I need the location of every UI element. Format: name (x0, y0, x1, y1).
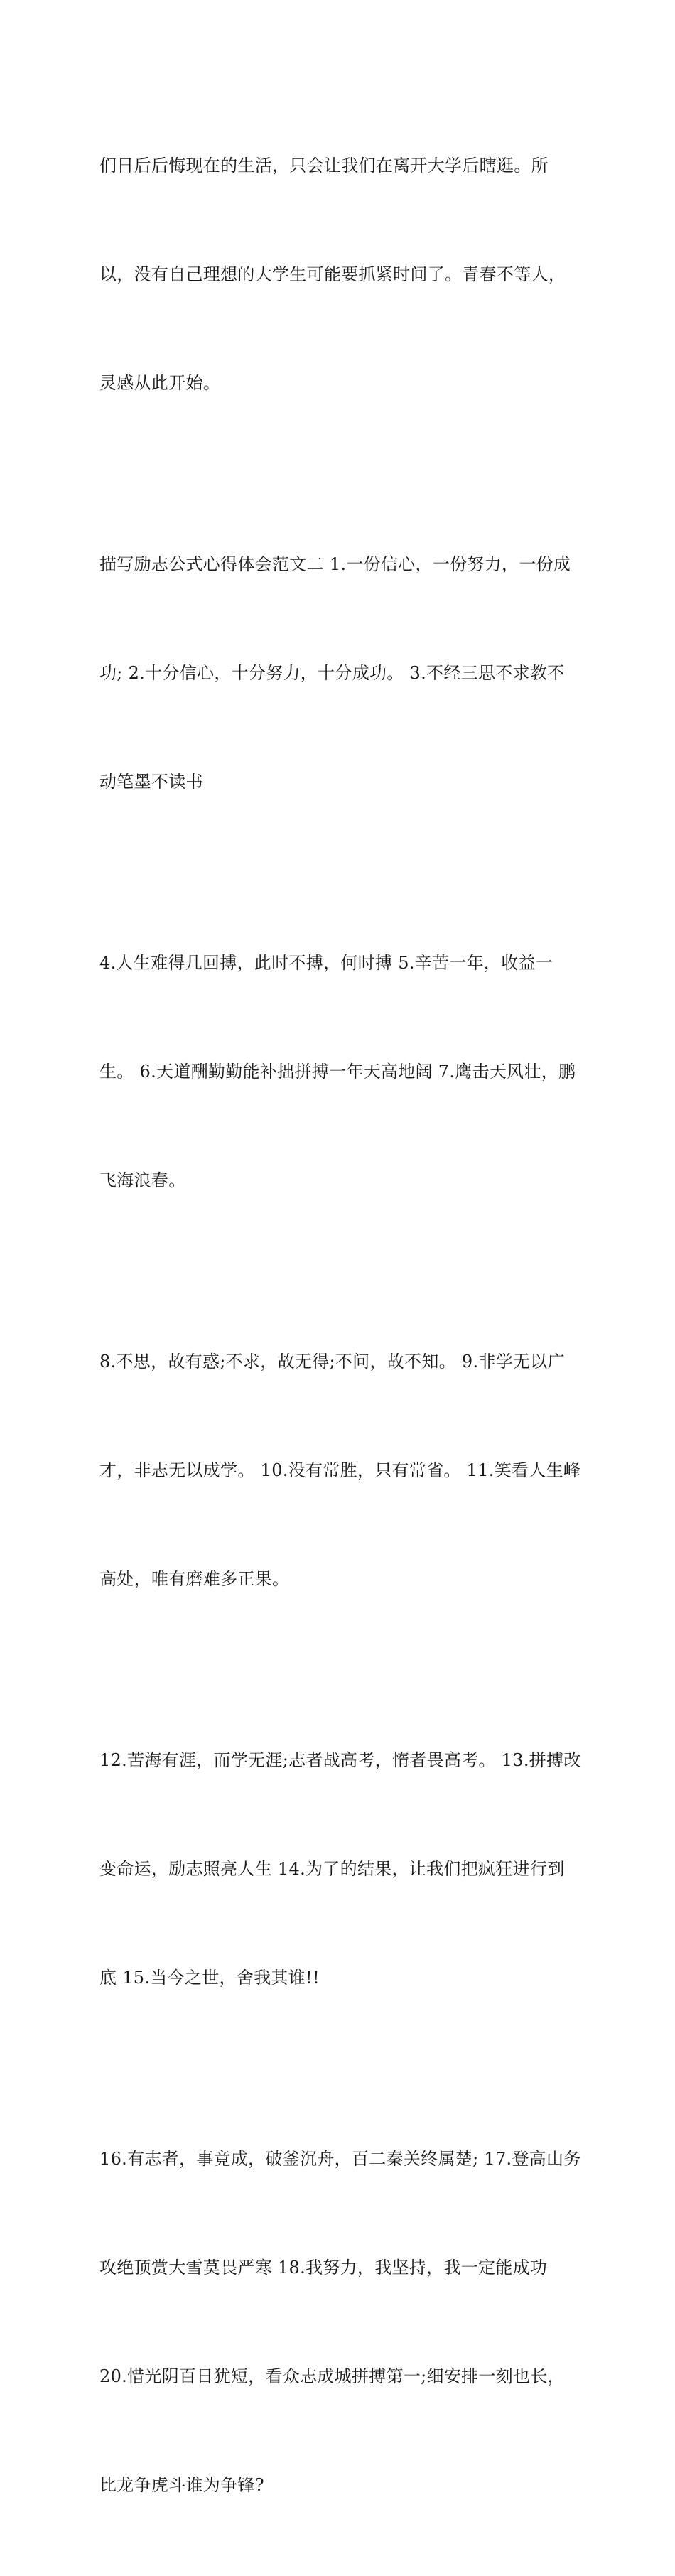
text-line: 灵感从此开始。 (99, 373, 221, 393)
text-line: 描写励志公式心得体会范文二 1.一份信心，一份努力，一份成 (99, 554, 571, 574)
text-line: 飞海浪春。 (99, 1170, 186, 1190)
paragraph-1 (99, 75, 583, 474)
text-line: 动笔墨不读书 (99, 772, 203, 792)
text-line: 20.惜光阴百日犹短，看众志成城拼搏第一;细安排一刻也长， (99, 2366, 565, 2386)
text-line: 底 15.当今之世，舍我其谁!! (99, 1968, 320, 1988)
text-line: 生。 6.天道酬勤勤能补拙拼搏一年天高地阔 7.鹰击天风壮，鹏 (99, 1062, 576, 1082)
text-line: 才，非志无以成学。 10.没有常胜，只有常省。 11.笑看人生峰 (99, 1460, 581, 1480)
text-line: 4.人生难得几回搏，此时不搏，何时搏 5.辛苦一年，收益一 (99, 953, 554, 973)
text-line: 们日后后悔现在的生活，只会让我们在离开大学后瞎逛。所 (99, 156, 549, 176)
paragraph-4 (99, 1271, 583, 1670)
text-line: 8.不思，故有惑;不求，故无得;不问，故不知。 9.非学无以广 (99, 1352, 565, 1371)
text-line: 功; 2.十分信心，十分努力，十分成功。 3.不经三思不求教不 (99, 663, 565, 683)
text-line: 12.苦海有涯，而学无涯;志者战高考，惰者畏高考。 13.拼搏改 (99, 1750, 581, 1770)
paragraph-5 (99, 1670, 583, 2069)
paragraph-2 (99, 474, 583, 873)
text-line: 比龙争虎斗谁为争锋? (99, 2475, 264, 2495)
paragraph-6 (99, 2069, 583, 2576)
text-line: 以，没有自己理想的大学生可能要抓紧时间了。青春不等人， (99, 264, 566, 284)
text-line: 16.有志者，事竟成，破釜沉舟，百二秦关终属楚; 17.登高山务 (99, 2149, 581, 2169)
text-line: 高处，唯有磨难多正果。 (99, 1569, 290, 1589)
paragraph-3 (99, 873, 583, 1271)
text-line: 变命运，励志照亮人生 14.为了的结果，让我们把疯狂进行到 (99, 1859, 565, 1879)
text-line: 攻绝顶赏大雪莫畏严寒 18.我努力，我坚持，我一定能成功 (99, 2258, 548, 2278)
document-body (99, 75, 583, 2576)
